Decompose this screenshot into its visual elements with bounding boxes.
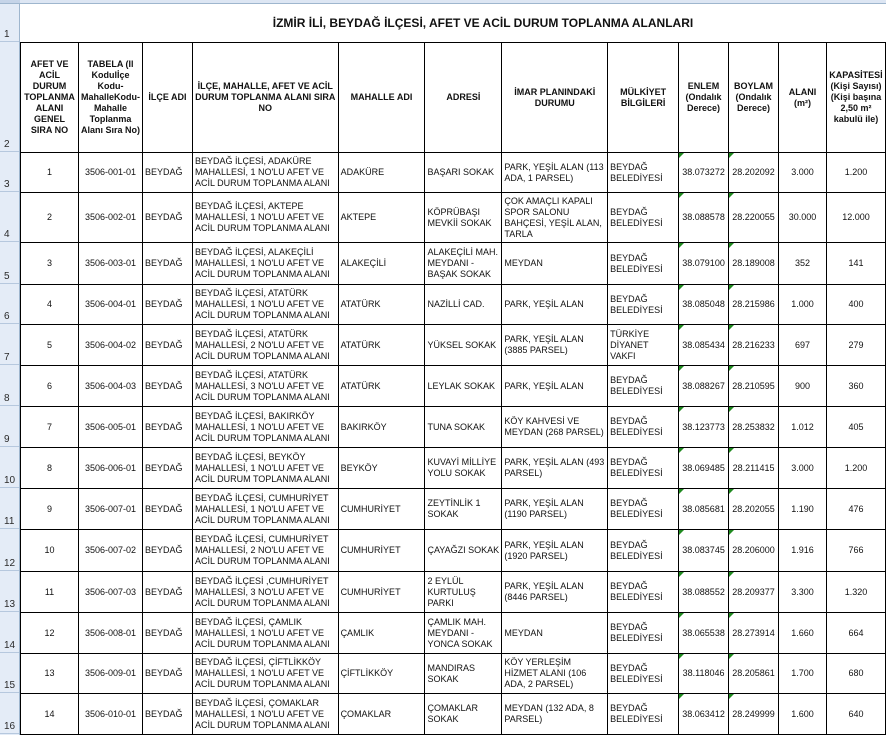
cell-alani[interactable]: 1.000 xyxy=(779,285,827,325)
cell-adres[interactable]: ÇOMAKLAR SOKAK xyxy=(425,694,502,735)
cell-alani[interactable]: 3.300 xyxy=(779,572,827,613)
cell-imar[interactable]: KÖY YERLEŞİM HİZMET ALANI (106 ADA, 2 PARSEL) xyxy=(502,654,608,694)
cell-mulkiyet[interactable]: BEYDAĞ BELEDİYESİ xyxy=(608,243,679,285)
cell-alani[interactable]: 697 xyxy=(779,325,827,366)
header-enlem[interactable]: ENLEM (Ondalık Derece) xyxy=(679,43,729,153)
cell-tabela[interactable]: 3506-007-01 xyxy=(78,489,142,530)
cell-boylam[interactable]: 28.209377 xyxy=(729,572,779,613)
row-number[interactable]: 11 xyxy=(0,488,19,529)
data-table xyxy=(20,42,886,735)
cell-tabela[interactable]: 3506-001-01 xyxy=(78,153,142,193)
header-kapasitesi[interactable]: KAPASİTESİ (Kişi Sayısı) (Kişi başına 2,50 m² kabulü ile) xyxy=(826,43,885,153)
header-imar-durumu[interactable]: İMAR PLANINDAKİ DURUMU xyxy=(502,43,608,153)
table-row xyxy=(21,448,886,489)
cell-mulkiyet[interactable]: BEYDAĞ BELEDİYESİ xyxy=(608,489,679,530)
cell-imar[interactable]: PARK, YEŞİL ALAN (493 PARSEL) xyxy=(502,448,608,489)
cell-adres[interactable]: ÇAYAĞZI SOKAK xyxy=(425,530,502,572)
cell-alan-adi[interactable]: BEYDAĞ İLÇESİ, ATATÜRK MAHALLESİ, 1 NO'LU AFET VE ACİL DURUM TOPLANMA ALANI xyxy=(192,285,338,325)
header-genel-sira-no[interactable]: AFET VE ACİL DURUM TOPLANMA ALANI GENEL SIRA NO xyxy=(21,43,79,153)
cell-alan-adi[interactable]: BEYDAĞ İLÇESİ, BEYKÖY MAHALLESİ, 1 NO'LU AFET VE ACİL DURUM TOPLANMA ALANI xyxy=(192,448,338,489)
cell-alani[interactable]: 900 xyxy=(779,366,827,407)
cell-tabela[interactable]: 3506-007-03 xyxy=(78,572,142,613)
cell-mahalle[interactable]: ALAKEÇİLİ xyxy=(338,243,425,285)
cell-sira-no[interactable]: 3 xyxy=(21,243,79,285)
cell-kapasite[interactable]: 279 xyxy=(826,325,885,366)
table-row xyxy=(21,694,886,735)
row-number[interactable]: 15 xyxy=(0,653,19,693)
cell-mahalle[interactable]: BEYKÖY xyxy=(338,448,425,489)
row-number[interactable]: 5 xyxy=(0,242,19,284)
cell-mahalle[interactable]: BAKIRKÖY xyxy=(338,407,425,448)
cell-ilce[interactable]: BEYDAĞ xyxy=(142,654,192,694)
cell-adres[interactable]: KUVAYİ MİLLİYE YOLU SOKAK xyxy=(425,448,502,489)
cell-alan-adi[interactable]: BEYDAĞ İLÇESİ, ÇOMAKLAR MAHALLESİ, 1 NO'LU AFET VE ACİL DURUM TOPLANMA ALANI xyxy=(192,694,338,735)
cell-mahalle[interactable]: ÇAMLIK xyxy=(338,613,425,654)
cell-ilce[interactable]: BEYDAĞ xyxy=(142,193,192,243)
cell-kapasite[interactable]: 141 xyxy=(826,243,885,285)
cell-ilce[interactable]: BEYDAĞ xyxy=(142,153,192,193)
cell-alani[interactable]: 30.000 xyxy=(779,193,827,243)
table-row xyxy=(21,530,886,572)
cell-mulkiyet[interactable]: BEYDAĞ BELEDİYESİ xyxy=(608,193,679,243)
cell-kapasite[interactable]: 405 xyxy=(826,407,885,448)
cell-mulkiyet[interactable]: TÜRKİYE DİYANET VAKFI xyxy=(608,325,679,366)
cell-enlem[interactable]: 38.088267 xyxy=(679,366,729,407)
cell-kapasite[interactable]: 1.320 xyxy=(826,572,885,613)
cell-alani[interactable]: 1.916 xyxy=(779,530,827,572)
cell-boylam[interactable]: 28.249999 xyxy=(729,694,779,735)
cell-sira-no[interactable]: 13 xyxy=(21,654,79,694)
cell-ilce[interactable]: BEYDAĞ xyxy=(142,572,192,613)
cell-imar[interactable]: MEYDAN xyxy=(502,243,608,285)
cell-mahalle[interactable]: ÇİFTLİKKÖY xyxy=(338,654,425,694)
cell-imar[interactable]: PARK, YEŞİL ALAN xyxy=(502,366,608,407)
cell-boylam[interactable]: 28.215986 xyxy=(729,285,779,325)
cell-ilce[interactable]: BEYDAĞ xyxy=(142,407,192,448)
cell-adres[interactable]: ALAKEÇİLİ MAH. MEYDANI - BAŞAK SOKAK xyxy=(425,243,502,285)
cell-boylam[interactable]: 28.189008 xyxy=(729,243,779,285)
table-row xyxy=(21,407,886,448)
cell-enlem[interactable]: 38.073272 xyxy=(679,153,729,193)
cell-adres[interactable]: NAZİLLİ CAD. xyxy=(425,285,502,325)
row-number[interactable]: 14 xyxy=(0,612,19,653)
row-number[interactable]: 4 xyxy=(0,192,19,242)
cell-alan-adi[interactable]: BEYDAĞ İLÇESİ, ÇAMLIK MAHALLESİ, 1 NO'LU AFET VE ACİL DURUM TOPLANMA ALANI xyxy=(192,613,338,654)
cell-adres[interactable]: 2 EYLÜL KURTULUŞ PARKI xyxy=(425,572,502,613)
cell-alan-adi[interactable]: BEYDAĞ İLÇESİ, ATATÜRK MAHALLESİ, 3 NO'LU AFET VE ACİL DURUM TOPLANMA ALANI xyxy=(192,366,338,407)
cell-enlem[interactable]: 38.085434 xyxy=(679,325,729,366)
cell-mahalle[interactable]: ATATÜRK xyxy=(338,285,425,325)
header-mulkiyet[interactable]: MÜLKİYET BİLGİLERİ xyxy=(608,43,679,153)
row-number[interactable]: 13 xyxy=(0,571,19,612)
cell-ilce[interactable]: BEYDAĞ xyxy=(142,325,192,366)
table-row xyxy=(21,654,886,694)
table-row xyxy=(21,489,886,530)
header-alani[interactable]: ALANI (m²) xyxy=(779,43,827,153)
cell-alan-adi[interactable]: BEYDAĞ İLÇESİ, CUMHURİYET MAHALLESİ, 2 NO'LU AFET VE ACİL DURUM TOPLANMA ALANI xyxy=(192,530,338,572)
cell-adres[interactable]: YÜKSEL SOKAK xyxy=(425,325,502,366)
cell-kapasite[interactable]: 640 xyxy=(826,694,885,735)
cell-sira-no[interactable]: 8 xyxy=(21,448,79,489)
cell-kapasite[interactable]: 400 xyxy=(826,285,885,325)
row-number[interactable]: 8 xyxy=(0,365,19,406)
cell-imar[interactable]: PARK, YEŞİL ALAN (1920 PARSEL) xyxy=(502,530,608,572)
cell-sira-no[interactable]: 4 xyxy=(21,285,79,325)
cell-mahalle[interactable]: CUMHURİYET xyxy=(338,572,425,613)
cell-alani[interactable]: 1.700 xyxy=(779,654,827,694)
cell-tabela[interactable]: 3506-006-01 xyxy=(78,448,142,489)
cell-sira-no[interactable]: 1 xyxy=(21,153,79,193)
cell-ilce[interactable]: BEYDAĞ xyxy=(142,530,192,572)
table-row xyxy=(21,613,886,654)
cell-enlem[interactable]: 38.088552 xyxy=(679,572,729,613)
header-alan-sira-no[interactable]: İLÇE, MAHALLE, AFET VE ACİL DURUM TOPLANMA ALANI SIRA NO xyxy=(192,43,338,153)
cell-boylam[interactable]: 28.210595 xyxy=(729,366,779,407)
cell-mulkiyet[interactable]: BEYDAĞ BELEDİYESİ xyxy=(608,530,679,572)
cell-mulkiyet[interactable]: BEYDAĞ BELEDİYESİ xyxy=(608,654,679,694)
cell-mulkiyet[interactable]: BEYDAĞ BELEDİYESİ xyxy=(608,285,679,325)
cell-imar[interactable]: PARK, YEŞİL ALAN (3885 PARSEL) xyxy=(502,325,608,366)
cell-kapasite[interactable]: 1.200 xyxy=(826,153,885,193)
cell-mahalle[interactable]: AKTEPE xyxy=(338,193,425,243)
table-row xyxy=(21,193,886,243)
cell-boylam[interactable]: 28.202092 xyxy=(729,153,779,193)
cell-enlem[interactable]: 38.088578 xyxy=(679,193,729,243)
cell-mulkiyet[interactable]: BEYDAĞ BELEDİYESİ xyxy=(608,407,679,448)
cell-mahalle[interactable]: ATATÜRK xyxy=(338,366,425,407)
header-adresi[interactable]: ADRESİ xyxy=(425,43,502,153)
cell-alani[interactable]: 3.000 xyxy=(779,153,827,193)
row-number[interactable]: 7 xyxy=(0,324,19,365)
cell-adres[interactable]: BAŞARI SOKAK xyxy=(425,153,502,193)
cell-tabela[interactable]: 3506-007-02 xyxy=(78,530,142,572)
cell-sira-no[interactable]: 14 xyxy=(21,694,79,735)
cell-tabela[interactable]: 3506-004-01 xyxy=(78,285,142,325)
row-number[interactable]: 12 xyxy=(0,529,19,571)
cell-tabela[interactable]: 3506-008-01 xyxy=(78,613,142,654)
cell-mahalle[interactable]: ADAKÜRE xyxy=(338,153,425,193)
cell-mulkiyet[interactable]: BEYDAĞ BELEDİYESİ xyxy=(608,366,679,407)
cell-tabela[interactable]: 3506-009-01 xyxy=(78,654,142,694)
cell-alan-adi[interactable]: BEYDAĞ İLÇESİ, BAKIRKÖY MAHALLESİ, 1 NO'LU AFET VE ACİL DURUM TOPLANMA ALANI xyxy=(192,407,338,448)
row-number[interactable]: 10 xyxy=(0,447,19,488)
cell-enlem[interactable]: 38.069485 xyxy=(679,448,729,489)
sheet-title[interactable]: İZMİR İLİ, BEYDAĞ İLÇESİ, AFET VE ACİL DURUM TOPLANMA ALANLARI xyxy=(272,16,694,30)
cell-tabela[interactable]: 3506-005-01 xyxy=(78,407,142,448)
cell-alan-adi[interactable]: BEYDAĞ İLÇESİ, CUMHURİYET MAHALLESİ, 1 NO'LU AFET VE ACİL DURUM TOPLANMA ALANI xyxy=(192,489,338,530)
cell-enlem[interactable]: 38.079100 xyxy=(679,243,729,285)
cell-ilce[interactable]: BEYDAĞ xyxy=(142,694,192,735)
cell-tabela[interactable]: 3506-004-03 xyxy=(78,366,142,407)
cell-sira-no[interactable]: 10 xyxy=(21,530,79,572)
cell-adres[interactable]: MANDIRAS SOKAK xyxy=(425,654,502,694)
cell-sira-no[interactable]: 11 xyxy=(21,572,79,613)
cell-sira-no[interactable]: 5 xyxy=(21,325,79,366)
cell-alani[interactable]: 3.000 xyxy=(779,448,827,489)
cell-enlem[interactable]: 38.063412 xyxy=(679,694,729,735)
cell-alan-adi[interactable]: BEYDAĞ İLÇESİ, AKTEPE MAHALLESİ, 1 NO'LU AFET VE ACİL DURUM TOPLANMA ALANI xyxy=(192,193,338,243)
cell-ilce[interactable]: BEYDAĞ xyxy=(142,285,192,325)
cell-kapasite[interactable]: 1.200 xyxy=(826,448,885,489)
cell-alan-adi[interactable]: BEYDAĞ İLÇESİ, ALAKEÇİLİ MAHALLESİ, 1 NO'LU AFET VE ACİL DURUM TOPLANMA ALANI xyxy=(192,243,338,285)
row-number[interactable]: 2 xyxy=(0,42,19,152)
cell-kapasite[interactable]: 766 xyxy=(826,530,885,572)
cell-sira-no[interactable]: 2 xyxy=(21,193,79,243)
cell-mahalle[interactable]: CUMHURİYET xyxy=(338,530,425,572)
header-boylam[interactable]: BOYLAM (Ondalık Derece) xyxy=(729,43,779,153)
cell-boylam[interactable]: 28.202055 xyxy=(729,489,779,530)
row-number[interactable]: 6 xyxy=(0,284,19,324)
cell-tabela[interactable]: 3506-003-01 xyxy=(78,243,142,285)
select-all-corner[interactable] xyxy=(0,0,20,3)
cell-alan-adi[interactable]: BEYDAĞ İLÇESİ, ÇİFTLİKKÖY MAHALLESİ, 1 NO'LU AFET VE ACİL DURUM TOPLANMA ALANI xyxy=(192,654,338,694)
cell-sira-no[interactable]: 9 xyxy=(21,489,79,530)
cell-boylam[interactable]: 28.273914 xyxy=(729,613,779,654)
cell-boylam[interactable]: 28.211415 xyxy=(729,448,779,489)
cell-mahalle[interactable]: ATATÜRK xyxy=(338,325,425,366)
table-row xyxy=(21,325,886,366)
cell-sira-no[interactable]: 12 xyxy=(21,613,79,654)
cell-imar[interactable]: KÖY KAHVESİ VE MEYDAN (268 PARSEL) xyxy=(502,407,608,448)
cell-mahalle[interactable]: CUMHURİYET xyxy=(338,489,425,530)
cell-adres[interactable]: KÖPRÜBAŞI MEVKİİ SOKAK xyxy=(425,193,502,243)
cell-enlem[interactable]: 38.085681 xyxy=(679,489,729,530)
cell-imar[interactable]: MEYDAN (132 ADA, 8 PARSEL) xyxy=(502,694,608,735)
header-ilce-adi[interactable]: İLÇE ADI xyxy=(142,43,192,153)
cell-mahalle[interactable]: ÇOMAKLAR xyxy=(338,694,425,735)
cell-enlem[interactable]: 38.065538 xyxy=(679,613,729,654)
cell-adres[interactable]: ZEYTİNLİK 1 SOKAK xyxy=(425,489,502,530)
cell-tabela[interactable]: 3506-002-01 xyxy=(78,193,142,243)
cell-mulkiyet[interactable]: BEYDAĞ BELEDİYESİ xyxy=(608,153,679,193)
cell-enlem[interactable]: 38.085048 xyxy=(679,285,729,325)
cell-kapasite[interactable]: 360 xyxy=(826,366,885,407)
cell-boylam[interactable]: 28.206000 xyxy=(729,530,779,572)
cell-alan-adi[interactable]: BEYDAĞ İLÇESİ ,CUMHURİYET MAHALLESİ, 3 NO'LU AFET VE ACİL DURUM TOPLANMA ALANI xyxy=(192,572,338,613)
cell-boylam[interactable]: 28.253832 xyxy=(729,407,779,448)
cell-sira-no[interactable]: 6 xyxy=(21,366,79,407)
cell-boylam[interactable]: 28.220055 xyxy=(729,193,779,243)
row-number[interactable]: 9 xyxy=(0,406,19,447)
cell-alani[interactable]: 1.660 xyxy=(779,613,827,654)
cell-kapasite[interactable]: 680 xyxy=(826,654,885,694)
cell-alani[interactable]: 1.600 xyxy=(779,694,827,735)
cell-mulkiyet[interactable]: BEYDAĞ BELEDİYESİ xyxy=(608,572,679,613)
cell-enlem[interactable]: 38.083745 xyxy=(679,530,729,572)
row-headers xyxy=(0,4,20,735)
cell-enlem[interactable]: 38.123773 xyxy=(679,407,729,448)
table-row xyxy=(21,285,886,325)
cell-mulkiyet[interactable]: BEYDAĞ BELEDİYESİ xyxy=(608,613,679,654)
cell-ilce[interactable]: BEYDAĞ xyxy=(142,243,192,285)
cell-ilce[interactable]: BEYDAĞ xyxy=(142,366,192,407)
cell-imar[interactable]: PARK, YEŞİL ALAN xyxy=(502,285,608,325)
cell-ilce[interactable]: BEYDAĞ xyxy=(142,613,192,654)
cell-imar[interactable]: MEYDAN xyxy=(502,613,608,654)
row-number[interactable]: 1 xyxy=(0,4,19,42)
cell-ilce[interactable]: BEYDAĞ xyxy=(142,489,192,530)
cell-alani[interactable]: 1.190 xyxy=(779,489,827,530)
cell-adres[interactable]: LEYLAK SOKAK xyxy=(425,366,502,407)
cell-ilce[interactable]: BEYDAĞ xyxy=(142,448,192,489)
cell-imar[interactable]: PARK, YEŞİL ALAN (1190 PARSEL) xyxy=(502,489,608,530)
header-row xyxy=(21,43,886,153)
cell-imar[interactable]: PARK, YEŞİL ALAN (113 ADA, 1 PARSEL) xyxy=(502,153,608,193)
cell-kapasite[interactable]: 12.000 xyxy=(826,193,885,243)
table-row xyxy=(21,153,886,193)
cell-tabela[interactable]: 3506-010-01 xyxy=(78,694,142,735)
table-row xyxy=(21,366,886,407)
cell-kapasite[interactable]: 476 xyxy=(826,489,885,530)
table-row xyxy=(21,572,886,613)
cell-enlem[interactable]: 38.118046 xyxy=(679,654,729,694)
cell-mulkiyet[interactable]: BEYDAĞ BELEDİYESİ xyxy=(608,694,679,735)
table-row xyxy=(21,243,886,285)
cell-tabela[interactable]: 3506-004-02 xyxy=(78,325,142,366)
row-number[interactable]: 3 xyxy=(0,152,19,192)
cell-mulkiyet[interactable]: BEYDAĞ BELEDİYESİ xyxy=(608,448,679,489)
cell-imar[interactable]: ÇOK AMAÇLI KAPALI SPOR SALONU BAHÇESİ, YEŞİL ALAN, TARLA xyxy=(502,193,608,243)
cell-adres[interactable]: TUNA SOKAK xyxy=(425,407,502,448)
cell-sira-no[interactable]: 7 xyxy=(21,407,79,448)
cell-kapasite[interactable]: 664 xyxy=(826,613,885,654)
cell-alani[interactable]: 352 xyxy=(779,243,827,285)
cell-alan-adi[interactable]: BEYDAĞ İLÇESİ, ATATÜRK MAHALLESİ, 2 NO'LU AFET VE ACİL DURUM TOPLANMA ALANI xyxy=(192,325,338,366)
header-mahalle-adi[interactable]: MAHALLE ADI xyxy=(338,43,425,153)
cell-alan-adi[interactable]: BEYDAĞ İLÇESİ, ADAKÜRE MAHALLESİ, 1 NO'LU AFET VE ACİL DURUM TOPLANMA ALANI xyxy=(192,153,338,193)
row-number[interactable]: 16 xyxy=(0,693,19,734)
header-tabela[interactable]: TABELA (Il Kodulİçe Kodu-MahalleKodu-Mahalle Toplanma Alanı Sıra No) xyxy=(78,43,142,153)
cell-boylam[interactable]: 28.205861 xyxy=(729,654,779,694)
cell-alani[interactable]: 1.012 xyxy=(779,407,827,448)
cell-imar[interactable]: PARK, YEŞİL ALAN (8446 PARSEL) xyxy=(502,572,608,613)
cell-boylam[interactable]: 28.216233 xyxy=(729,325,779,366)
cell-adres[interactable]: ÇAMLIK MAH. MEYDANI - YONCA SOKAK xyxy=(425,613,502,654)
